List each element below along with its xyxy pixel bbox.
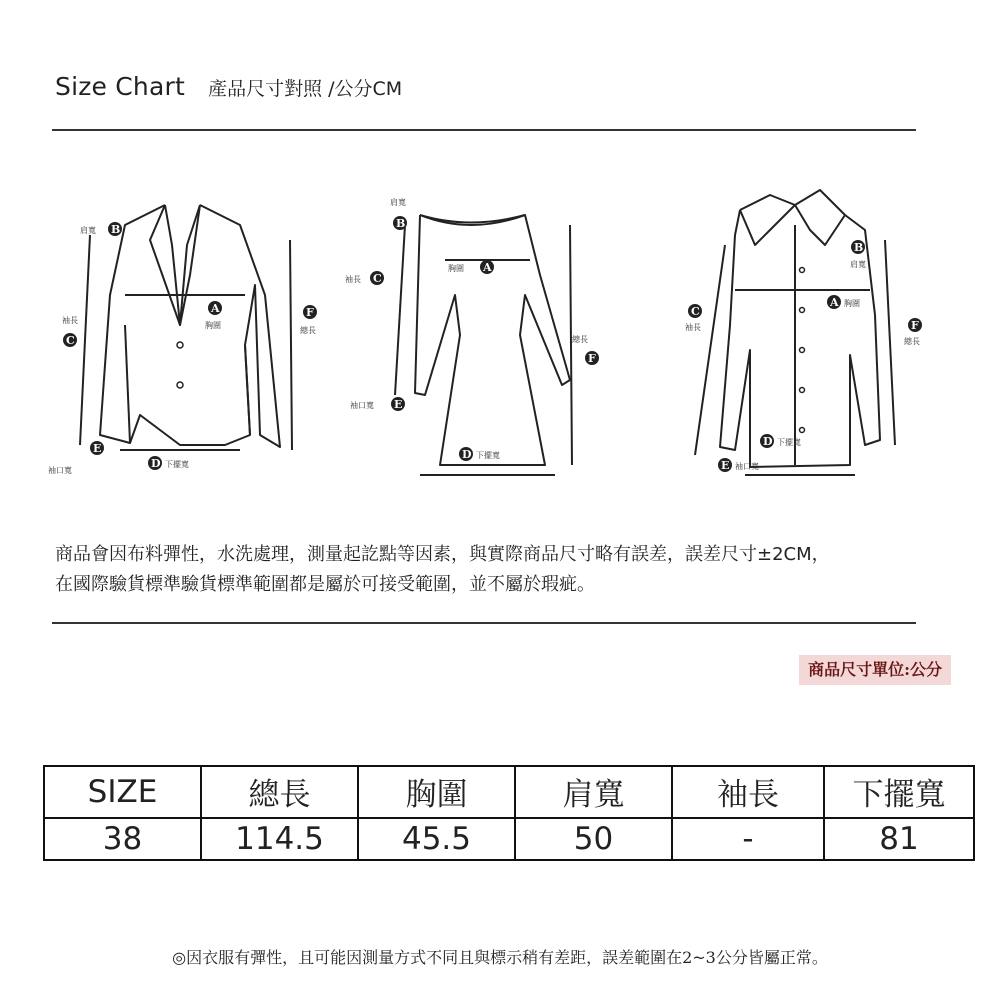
shirt-label-shoulder: 肩寬 <box>850 260 866 269</box>
badge-e-letter: E <box>93 442 102 455</box>
label-cuff: 袖口寬 <box>48 466 72 475</box>
blazer-illustration <box>40 185 330 485</box>
badge-d-letter: D <box>151 457 161 470</box>
header-shoulder: 肩寬 <box>515 766 672 818</box>
shirt-badge-a-letter: A <box>830 296 839 309</box>
dress-badge-b-letter: B <box>396 217 406 230</box>
measurement-notice <box>55 540 830 600</box>
badge-c-letter: C <box>66 334 75 347</box>
shirt-illustration <box>640 185 940 485</box>
shirt-label-chest: 胸圍 <box>844 299 860 308</box>
table-header-row <box>44 766 974 818</box>
label-length: 總長 <box>300 326 316 335</box>
dress-badge-c-letter: C <box>373 272 382 285</box>
page-header <box>55 72 402 101</box>
cell-total-length: 114.5 <box>201 818 358 860</box>
table-row <box>44 818 974 860</box>
dress-badge-a-letter: A <box>483 261 492 274</box>
shirt-badge-e-letter: E <box>721 459 730 472</box>
dress-badge-d-letter: D <box>462 448 472 461</box>
unit-badge: 商品尺寸單位:公分 <box>799 655 951 685</box>
title-chinese: 產品尺寸對照 /公分CM <box>208 78 403 100</box>
shirt-label-length: 總長 <box>904 337 920 346</box>
label-chest: 胸圍 <box>205 321 221 330</box>
cell-hem: 81 <box>824 818 974 860</box>
middle-divider <box>52 622 916 624</box>
shirt-badge-f-letter: F <box>911 319 919 332</box>
dress-label-sleeve: 袖長 <box>345 275 361 284</box>
notice-line-2: 在國際驗貨標準驗貨標準範圍都是屬於可接受範圍，並不屬於瑕疵。 <box>55 574 595 595</box>
dress-illustration <box>340 185 630 485</box>
header-total-length: 總長 <box>201 766 358 818</box>
label-hem: 下擺寬 <box>165 460 189 469</box>
shirt-badge-b-letter: B <box>854 241 864 254</box>
garment-illustrations <box>40 185 960 495</box>
cell-shoulder: 50 <box>515 818 672 860</box>
header-hem: 下擺寬 <box>824 766 974 818</box>
header-size: SIZE <box>44 766 201 818</box>
cell-chest: 45.5 <box>358 818 515 860</box>
footer-note: ◎因衣服有彈性，且可能因測量方式不同且與標示稍有差距，誤差範圍在2~3公分皆屬正常。 <box>172 948 828 967</box>
dress-label-length: 總長 <box>572 335 588 344</box>
dress-label-cuff: 袖口寬 <box>350 401 374 410</box>
cell-size: 38 <box>44 818 201 860</box>
shirt-label-cuff: 袖口寬 <box>735 462 759 471</box>
label-sleeve: 袖長 <box>62 316 78 325</box>
cell-sleeve: - <box>672 818 824 860</box>
shirt-badge-c-letter: C <box>691 305 700 318</box>
dress-badge-e-letter: E <box>394 398 403 411</box>
dress-label-hem: 下擺寬 <box>476 451 500 460</box>
header-chest: 胸圍 <box>358 766 515 818</box>
title-english: Size Chart <box>55 72 185 101</box>
notice-line-1: 商品會因布料彈性，水洗處理，測量起訖點等因素，與實際商品尺寸略有誤差，誤差尺寸±2CM， <box>55 544 830 565</box>
header-sleeve: 袖長 <box>672 766 824 818</box>
badge-b-letter: B <box>111 223 121 236</box>
dress-badge-f-letter: F <box>588 352 596 365</box>
badge-a-letter: A <box>211 302 220 315</box>
top-divider <box>52 129 916 131</box>
label-shoulder: 肩寬 <box>80 226 96 235</box>
shirt-label-sleeve: 袖長 <box>685 323 701 332</box>
dress-label-chest: 胸圍 <box>448 264 464 273</box>
badge-f-letter: F <box>306 306 314 319</box>
shirt-label-hem: 下擺寬 <box>777 438 801 447</box>
size-table <box>43 765 975 861</box>
dress-label-shoulder: 肩寬 <box>390 198 406 207</box>
shirt-badge-d-letter: D <box>763 435 773 448</box>
